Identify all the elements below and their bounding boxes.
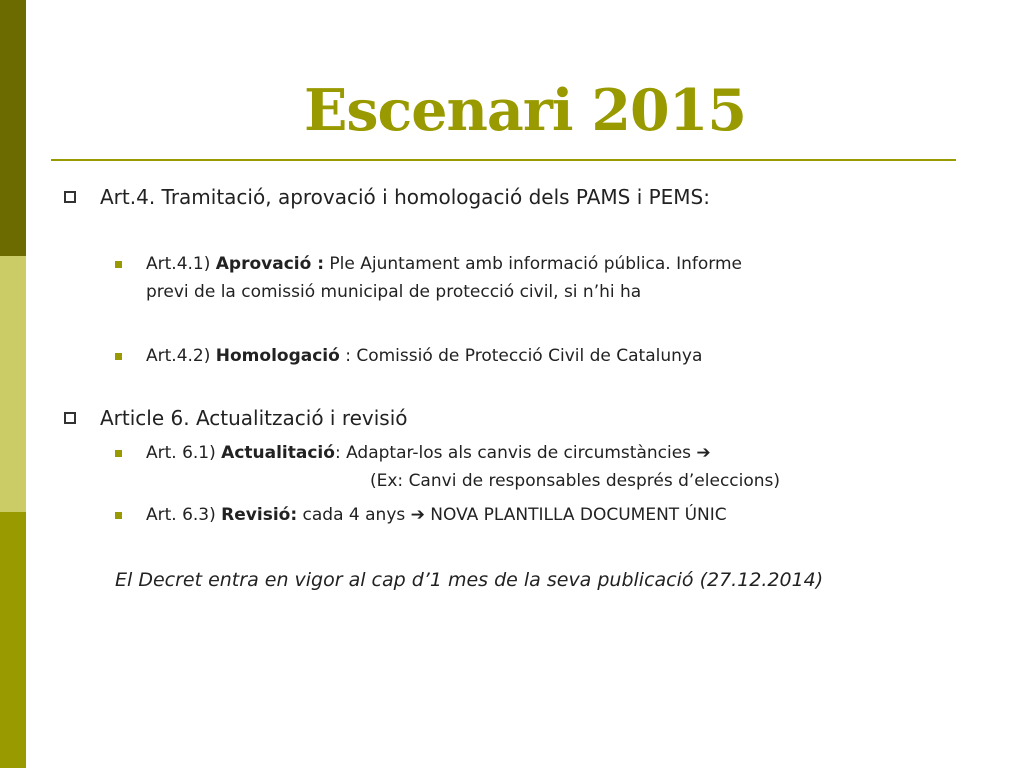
bullet-art6 bbox=[100, 405, 408, 431]
bullet-art4 bbox=[100, 184, 710, 210]
bullet-art61 bbox=[146, 439, 780, 495]
art61-rest: : Adaptar-los als canvis de circumstàncies ➔ bbox=[334, 443, 711, 463]
art42-prefix: Art.4.2) bbox=[146, 346, 216, 366]
side-bar-dark-segment bbox=[0, 0, 26, 256]
side-bar-mid-segment bbox=[0, 512, 26, 768]
bullet-art41 bbox=[146, 250, 742, 306]
art41-line2: previ de la comissió municipal de protecció civil, si n’hi ha bbox=[146, 282, 642, 302]
bullet-art4-text: Art.4. Tramitació, aprovació i homologació dels PAMS i PEMS: bbox=[100, 185, 710, 209]
side-bar-light-segment bbox=[0, 256, 26, 512]
art61-line2: (Ex: Canvi de responsables després d’eleccions) bbox=[370, 471, 781, 491]
art61-bold: Actualitació bbox=[221, 443, 335, 463]
art41-bold: Aprovació : bbox=[215, 254, 325, 274]
bullet-art42 bbox=[146, 342, 702, 370]
square-bullet-icon bbox=[115, 450, 122, 457]
title-divider bbox=[51, 159, 956, 161]
art61-prefix: Art. 6.1) bbox=[146, 443, 222, 463]
square-bullet-icon bbox=[115, 261, 122, 268]
art41-prefix: Art.4.1) bbox=[146, 254, 216, 274]
square-bullet-icon bbox=[115, 353, 122, 360]
decree-note: El Decret entra en vigor al cap d’1 mes de la seva publicació (27.12.2014) bbox=[115, 569, 824, 591]
bullet-art6-text: Article 6. Actualització i revisió bbox=[100, 406, 408, 430]
bullet-art63 bbox=[146, 501, 727, 529]
art63-prefix: Art. 6.3) bbox=[146, 505, 222, 525]
art63-rest: cada 4 anys ➔ NOVA PLANTILLA DOCUMENT ÚNIC bbox=[297, 505, 727, 525]
square-bullet-icon bbox=[64, 412, 76, 424]
square-bullet-icon bbox=[115, 512, 122, 519]
art63-bold: Revisió: bbox=[221, 505, 298, 525]
art42-rest: : Comissió de Protecció Civil de Catalunya bbox=[339, 346, 703, 366]
slide-title: Escenari 2015 bbox=[303, 77, 747, 144]
side-color-bar bbox=[0, 0, 26, 768]
art42-bold: Homologació bbox=[215, 346, 340, 366]
art41-rest: Ple Ajuntament amb informació pública. Informe bbox=[324, 254, 742, 274]
square-bullet-icon bbox=[64, 191, 76, 203]
